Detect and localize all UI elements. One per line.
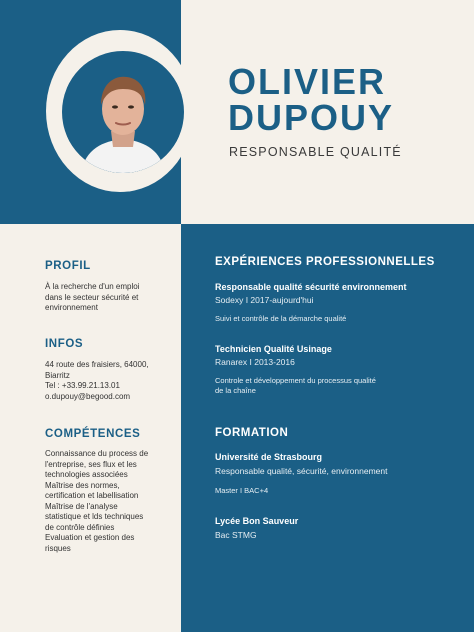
experience-1-title: Responsable qualité sécurité environnement (215, 282, 407, 292)
experience-1-desc: Suivi et contrôle de la démarche qualité (215, 314, 347, 323)
formation-title: FORMATION (215, 427, 289, 439)
experience-2-title: Technicien Qualité Usinage (215, 344, 332, 354)
competences-title: COMPÉTENCES (45, 428, 141, 440)
name-heading (228, 61, 468, 138)
infos-text: 44 route des fraisiers, 64000, Biarritz Tel : +33.99.21.13.01 o.dupouy@begood.com (45, 360, 149, 401)
profil-text: À la recherche d'un emploi dans le secteur sécurité et environnement (45, 282, 140, 312)
competences-text: Connaissance du process de l'entreprise, ses flux et les technologies associées Maîtrise des normes, certification et labellisation Maîtrise de l'analyse statistique et lds techniques de contrôle définies Evaluation et gestion des risques (45, 449, 149, 553)
job-title: RESPONSABLE QUALITÉ (229, 145, 402, 159)
formation-2-meta: Bac STMG (215, 530, 257, 540)
formation-1-title: Université de Strasbourg (215, 452, 323, 462)
infos-title: INFOS (45, 338, 84, 350)
experiences-title: EXPÉRIENCES PROFESSIONNELLES (215, 256, 435, 268)
formation-2-title: Lycée Bon Sauveur (215, 516, 299, 526)
experience-1-meta: Sodexy I 2017-aujourd'hui (215, 295, 314, 305)
profile-photo (62, 51, 184, 173)
profil-title: PROFIL (45, 260, 91, 272)
formation-1-meta: Responsable qualité, sécurité, environnement (215, 466, 388, 476)
experience-2-desc: Controle et développement du processus qualité de la chaîne (215, 376, 376, 395)
portrait-photo-icon (67, 61, 179, 173)
right-blue-panel (181, 224, 474, 632)
experience-2-meta: Ranarex I 2013-2016 (215, 357, 295, 367)
formation-1-desc: Master I BAC+4 (215, 486, 269, 495)
first-name: OLIVIER (228, 61, 387, 102)
last-name: DUPOUY (228, 97, 395, 138)
